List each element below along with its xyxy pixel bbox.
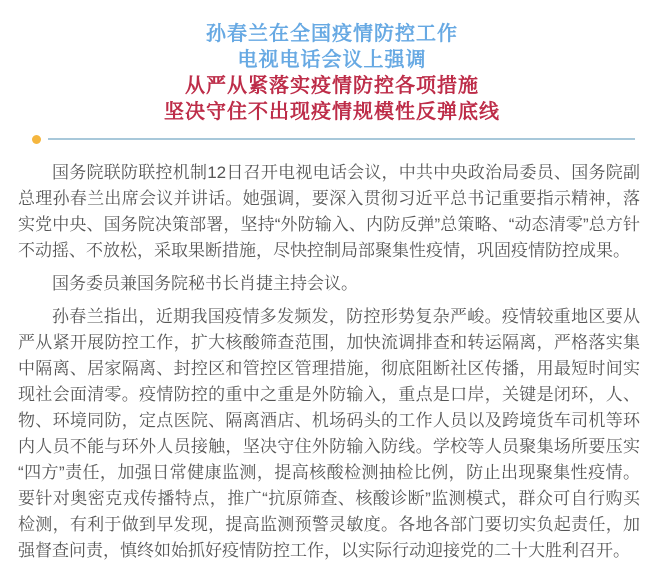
subtitle-line-2: 坚决守住不出现疫情规模性反弹底线	[164, 101, 500, 123]
divider-line	[48, 138, 635, 140]
title-line-1: 孙春兰在全国疫情防控工作	[206, 23, 458, 45]
title-divider	[32, 134, 635, 144]
paragraph-2: 国务委员兼国务院秘书长肖捷主持会议。	[52, 274, 358, 293]
title-line-2: 电视电话会议上强调	[237, 49, 427, 71]
article-body	[18, 160, 640, 564]
divider-dot-icon	[32, 135, 41, 144]
subtitle-line-1: 从严从紧落实疫情防控各项措施	[185, 75, 479, 97]
article-title	[0, 0, 664, 125]
paragraph-3: 孙春兰指出，近期我国疫情多发频发，防控形势复杂严峻。疫情较重地区要从严从紧开展防控工作，扩大核酸筛查范围，加快流调排查和转运隔离，严格落实集中隔离、居家隔离、封控区和管控区管理措施，彻底阻断社区传播，用最短时间实现社会面清零。疫情防控的重中之重是外防输入，重点是口岸，关键是闭环，人、物、环境同防，定点医院、隔离酒店、机场码头的工作人员以及跨境货车司机等环内人员不能与环外人员接触，坚决守住外防输入防线。学校等人员聚集场所要压实“四方”责任，加强日常健康监测，提高核酸检测抽检比例，防止出现聚集性疫情。要针对奥密克戎传播特点，推广“抗原筛查、核酸诊断”监测模式，群众可自行购买检测，有利于做到早发现，提高监测预警灵敏度。各地各部门要切实负起责任，加强督查问责，慎终如始抓好疫情防控工作，以实际行动迎接党的二十大胜利召开。	[18, 307, 640, 560]
paragraph-1: 国务院联防联控机制12日召开电视电话会议，中共中央政治局委员、国务院副总理孙春兰出席会议并讲话。她强调，要深入贯彻习近平总书记重要指示精神，落实党中央、国务院决策部署，坚持“外防输入、内防反弹”总策略、“动态清零”总方针不动摇、不放松，采取果断措施，尽快控制局部聚集性疫情，巩固疫情防控成果。	[18, 163, 640, 260]
